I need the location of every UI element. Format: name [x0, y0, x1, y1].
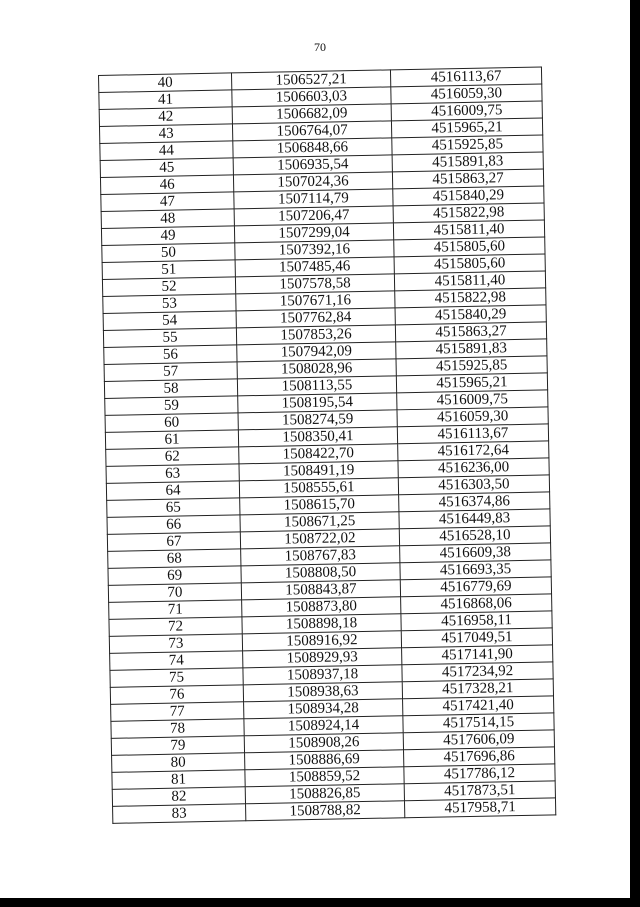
x-coordinate-cell: 1508929,93: [243, 648, 402, 668]
y-coordinate-cell: 4516693,35: [400, 560, 551, 580]
point-number-cell: 61: [105, 430, 238, 450]
x-coordinate-cell: 1507853,26: [236, 325, 395, 345]
x-coordinate-cell: 1507942,09: [237, 342, 396, 362]
x-coordinate-cell: 1508937,18: [243, 665, 402, 685]
point-number-cell: 54: [103, 311, 236, 331]
point-number-cell: 53: [103, 294, 236, 314]
point-number-cell: 63: [106, 464, 239, 484]
y-coordinate-cell: 4517234,92: [402, 662, 553, 682]
point-number-cell: 70: [108, 583, 241, 603]
x-coordinate-cell: 1508898,18: [242, 614, 401, 634]
x-coordinate-cell: 1506603,03: [232, 87, 391, 107]
y-coordinate-cell: 4517328,21: [402, 679, 553, 699]
point-number-cell: 79: [111, 736, 244, 756]
y-coordinate-cell: 4516528,10: [399, 526, 550, 546]
point-number-cell: 64: [106, 481, 239, 501]
x-coordinate-cell: 1507206,47: [234, 206, 393, 226]
x-coordinate-cell: 1508113,55: [237, 376, 396, 396]
x-coordinate-cell: 1508422,70: [239, 444, 398, 464]
point-number-cell: 69: [108, 566, 241, 586]
x-coordinate-cell: 1508767,83: [241, 546, 400, 566]
point-number-cell: 67: [107, 532, 240, 552]
point-number-cell: 48: [101, 209, 234, 229]
point-number-cell: 62: [106, 447, 239, 467]
y-coordinate-cell: 4515891,83: [392, 152, 543, 172]
y-coordinate-cell: 4516172,64: [398, 441, 549, 461]
point-number-cell: 57: [104, 362, 237, 382]
point-number-cell: 83: [113, 804, 246, 824]
point-number-cell: 50: [102, 243, 235, 263]
x-coordinate-cell: 1506935,54: [233, 155, 392, 175]
point-number-cell: 72: [109, 617, 242, 637]
y-coordinate-cell: 4515811,40: [394, 271, 545, 291]
y-coordinate-cell: 4516868,06: [401, 594, 552, 614]
y-coordinate-cell: 4515811,40: [393, 220, 544, 240]
y-coordinate-cell: 4517786,12: [404, 764, 555, 784]
y-coordinate-cell: 4516059,30: [397, 407, 548, 427]
point-number-cell: 74: [110, 651, 243, 671]
x-coordinate-cell: 1508916,92: [242, 631, 401, 651]
point-number-cell: 78: [111, 719, 244, 739]
y-coordinate-cell: 4515925,85: [392, 135, 543, 155]
x-coordinate-cell: 1507392,16: [235, 240, 394, 260]
point-number-cell: 58: [104, 379, 237, 399]
x-coordinate-cell: 1508491,19: [239, 461, 398, 481]
y-coordinate-cell: 4517873,51: [404, 781, 555, 801]
x-coordinate-cell: 1508788,82: [246, 801, 405, 821]
y-coordinate-cell: 4516374,86: [399, 492, 550, 512]
x-coordinate-cell: 1508722,02: [240, 529, 399, 549]
y-coordinate-cell: 4515822,98: [395, 288, 546, 308]
y-coordinate-cell: 4515805,60: [394, 237, 545, 257]
point-number-cell: 55: [103, 328, 236, 348]
point-number-cell: 41: [99, 90, 232, 110]
point-number-cell: 46: [100, 175, 233, 195]
point-number-cell: 56: [104, 345, 237, 365]
point-number-cell: 65: [107, 498, 240, 518]
y-coordinate-cell: 4517141,90: [402, 645, 553, 665]
x-coordinate-cell: 1508843,87: [241, 580, 400, 600]
point-number-cell: 44: [100, 141, 233, 161]
x-coordinate-cell: 1508615,70: [240, 495, 399, 515]
point-number-cell: 51: [102, 260, 235, 280]
y-coordinate-cell: 4516609,38: [400, 543, 551, 563]
y-coordinate-cell: 4515965,21: [391, 118, 542, 138]
x-coordinate-cell: 1506848,66: [233, 138, 392, 158]
x-coordinate-cell: 1508808,50: [241, 563, 400, 583]
y-coordinate-cell: 4517514,15: [403, 713, 554, 733]
x-coordinate-cell: 1506682,09: [232, 104, 391, 124]
point-number-cell: 47: [101, 192, 234, 212]
y-coordinate-cell: 4516958,11: [401, 611, 552, 631]
x-coordinate-cell: 1506764,07: [232, 121, 391, 141]
point-number-cell: 81: [112, 770, 245, 790]
y-coordinate-cell: 4516113,67: [397, 424, 548, 444]
x-coordinate-cell: 1508028,96: [237, 359, 396, 379]
y-coordinate-cell: 4515840,29: [393, 186, 544, 206]
x-coordinate-cell: 1506527,21: [231, 70, 390, 90]
y-coordinate-cell: 4516236,00: [398, 458, 549, 478]
x-coordinate-cell: 1507762,84: [236, 308, 395, 328]
x-coordinate-cell: 1508859,52: [245, 767, 404, 787]
y-coordinate-cell: 4515925,85: [396, 356, 547, 376]
x-coordinate-cell: 1508938,63: [243, 682, 402, 702]
point-number-cell: 75: [110, 668, 243, 688]
x-coordinate-cell: 1507485,46: [235, 257, 394, 277]
y-coordinate-cell: 4517958,71: [404, 798, 555, 818]
y-coordinate-cell: 4516779,69: [400, 577, 551, 597]
y-coordinate-cell: 4516113,67: [390, 67, 541, 87]
y-coordinate-cell: 4515822,98: [393, 203, 544, 223]
x-coordinate-cell: 1507114,79: [234, 189, 393, 209]
x-coordinate-cell: 1508274,59: [238, 410, 397, 430]
y-coordinate-cell: 4516059,30: [391, 84, 542, 104]
x-coordinate-cell: 1508886,69: [245, 750, 404, 770]
x-coordinate-cell: 1508908,26: [244, 733, 403, 753]
page-number: 70: [314, 40, 326, 54]
x-coordinate-cell: 1508555,61: [239, 478, 398, 498]
point-number-cell: 59: [105, 396, 238, 416]
point-number-cell: 68: [108, 549, 241, 569]
x-coordinate-cell: 1507578,58: [235, 274, 394, 294]
x-coordinate-cell: 1507671,16: [236, 291, 395, 311]
coordinates-table: [98, 66, 556, 823]
y-coordinate-cell: 4517696,86: [404, 747, 555, 767]
y-coordinate-cell: 4515863,27: [395, 322, 546, 342]
y-coordinate-cell: 4516009,75: [397, 390, 548, 410]
x-coordinate-cell: 1507299,04: [234, 223, 393, 243]
point-number-cell: 76: [110, 685, 243, 705]
x-coordinate-cell: 1508826,85: [245, 784, 404, 804]
point-number-cell: 43: [99, 124, 232, 144]
y-coordinate-cell: 4517421,40: [403, 696, 554, 716]
y-coordinate-cell: 4516449,83: [399, 509, 550, 529]
x-coordinate-cell: 1508350,41: [238, 427, 397, 447]
point-number-cell: 49: [101, 226, 234, 246]
point-number-cell: 73: [109, 634, 242, 654]
y-coordinate-cell: 4515965,21: [396, 373, 547, 393]
coordinates-table-body: [99, 67, 556, 823]
point-number-cell: 82: [112, 787, 245, 807]
x-coordinate-cell: 1508924,14: [244, 716, 403, 736]
point-number-cell: 40: [99, 73, 232, 93]
x-coordinate-cell: 1508195,54: [238, 393, 397, 413]
point-number-cell: 60: [105, 413, 238, 433]
x-coordinate-cell: 1508934,28: [244, 699, 403, 719]
x-coordinate-cell: 1507024,36: [233, 172, 392, 192]
y-coordinate-cell: 4515805,60: [394, 254, 545, 274]
y-coordinate-cell: 4515863,27: [392, 169, 543, 189]
y-coordinate-cell: 4517049,51: [401, 628, 552, 648]
point-number-cell: 80: [112, 753, 245, 773]
y-coordinate-cell: 4515840,29: [395, 305, 546, 325]
point-number-cell: 45: [100, 158, 233, 178]
point-number-cell: 71: [109, 600, 242, 620]
x-coordinate-cell: 1508671,25: [240, 512, 399, 532]
y-coordinate-cell: 4516303,50: [398, 475, 549, 495]
point-number-cell: 77: [111, 702, 244, 722]
point-number-cell: 52: [102, 277, 235, 297]
y-coordinate-cell: 4517606,09: [403, 730, 554, 750]
point-number-cell: 42: [99, 107, 232, 127]
y-coordinate-cell: 4515891,83: [396, 339, 547, 359]
point-number-cell: 66: [107, 515, 240, 535]
y-coordinate-cell: 4516009,75: [391, 101, 542, 121]
x-coordinate-cell: 1508873,80: [242, 597, 401, 617]
